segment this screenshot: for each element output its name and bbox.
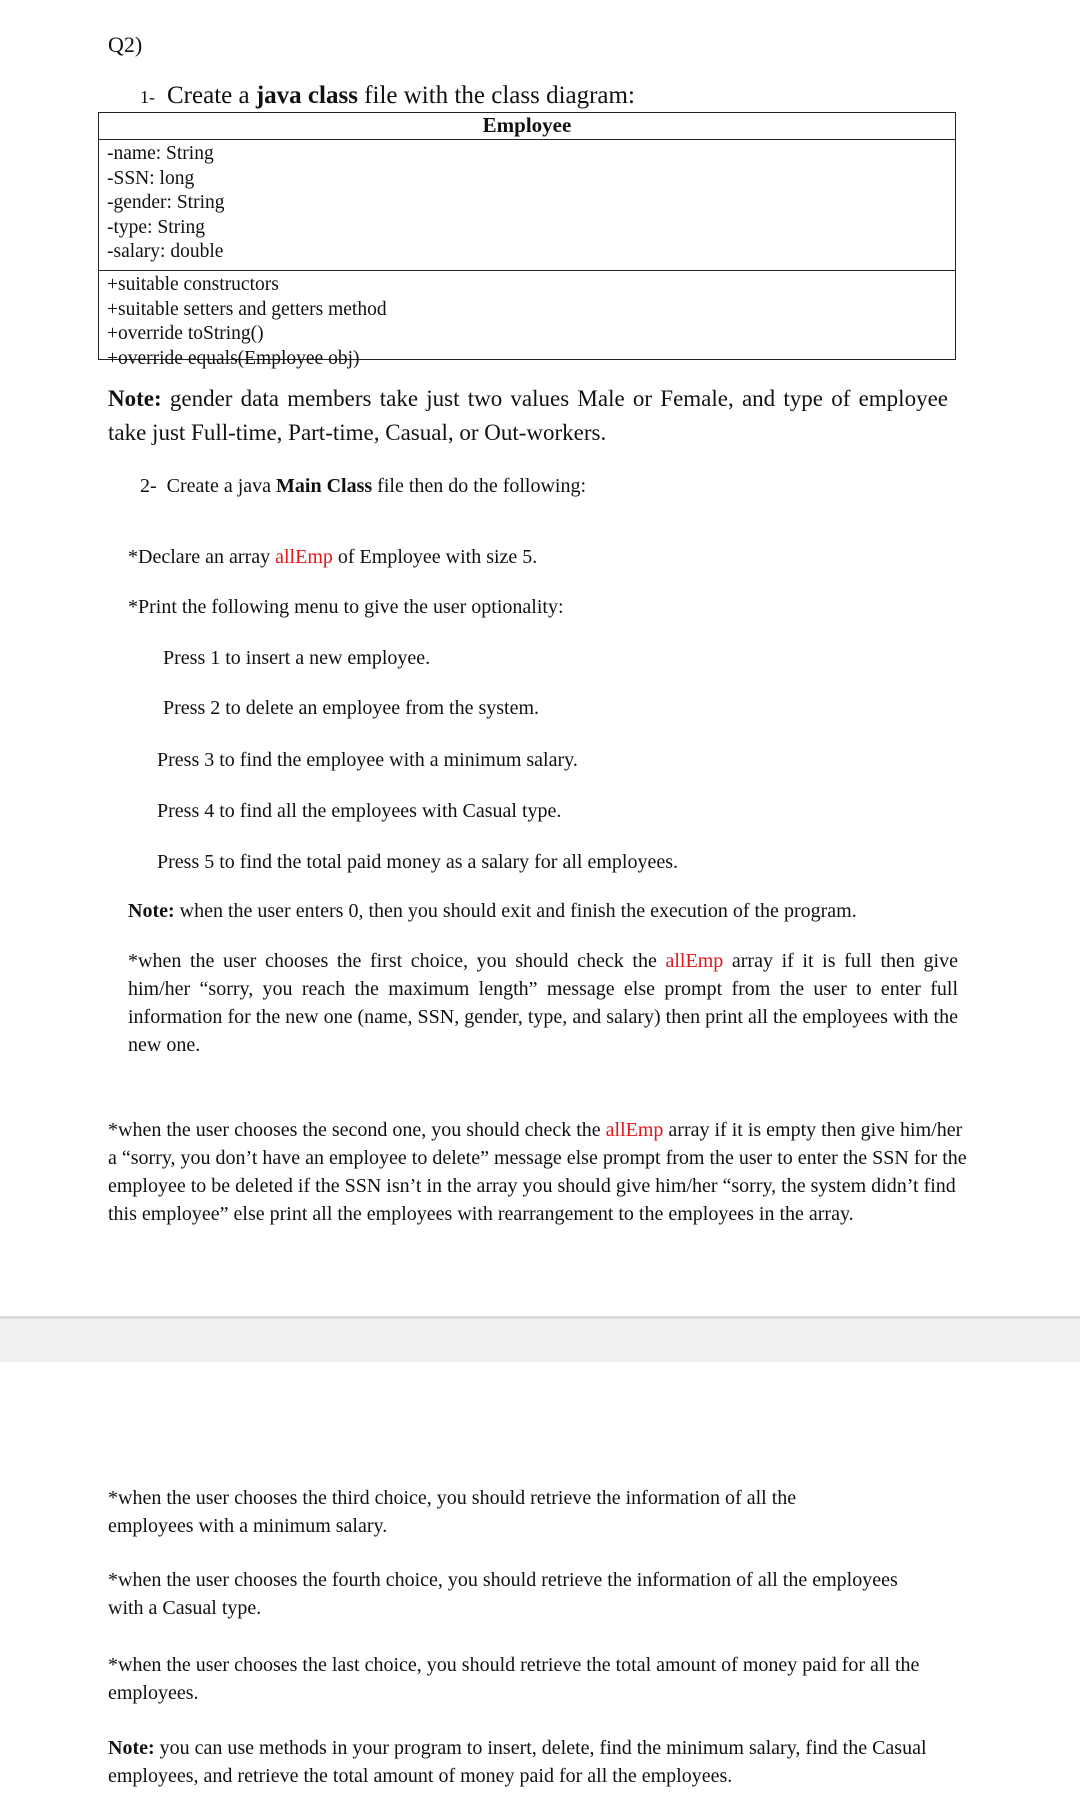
uml-method: +suitable setters and getters method bbox=[107, 298, 387, 320]
step-2-text-post: file then do the following: bbox=[372, 475, 587, 497]
uml-attribute: -salary: double bbox=[107, 241, 224, 263]
step-2-number: 2- bbox=[140, 475, 157, 497]
menu-item: Press 3 to find the employee with a minimum salary. bbox=[157, 749, 578, 771]
step-1-number: 1- bbox=[140, 87, 155, 107]
paragraph-text: array if it is empty then give him/her a “sorry, you don’t have an employee to delete” message else prompt from the user to enter the SSN for the employee to be deleted if the SSN isn’t in the array you should give him/her “sorry, the system didn’t find this employee” else print all the employees with rearrangement to the employees in the array. bbox=[108, 1119, 967, 1225]
declare-pre: *Declare an array bbox=[128, 546, 276, 568]
array-name: allEmp bbox=[665, 950, 724, 972]
uml-attribute: -gender: String bbox=[107, 192, 225, 214]
uml-method: +override equals(Employee obj) bbox=[107, 347, 360, 369]
fourth-choice-paragraph: *when the user chooses the fourth choice, you should retrieve the information of all the employees with a Casual type. bbox=[108, 1569, 898, 1619]
step-2-text-pre: Create a java bbox=[166, 475, 277, 497]
step-2-text-bold: Main Class bbox=[276, 475, 373, 497]
declare-array-line bbox=[128, 543, 537, 571]
uml-class-name: Employee bbox=[99, 113, 955, 140]
note-text: when the user enters 0, then you should exit and finish the execution of the program. bbox=[174, 900, 857, 922]
third-choice-paragraph: *when the user chooses the third choice, you should retrieve the information of all the employees with a minimum salary. bbox=[108, 1487, 797, 1537]
uml-attribute: -name: String bbox=[107, 143, 214, 164]
menu-item: Press 4 to find all the employees with Casual type. bbox=[157, 800, 562, 822]
question-heading: Q2) bbox=[108, 32, 143, 57]
note-gender-type bbox=[108, 382, 948, 450]
step-1 bbox=[140, 82, 635, 110]
page-divider bbox=[0, 1316, 1080, 1362]
note-label: Note: bbox=[108, 1737, 155, 1759]
fifth-choice-paragraph: *when the user chooses the last choice, you should retrieve the total amount of money paid for all the employees. bbox=[108, 1654, 920, 1704]
step-1-text-pre: Create a bbox=[167, 82, 256, 109]
print-menu-line: *Print the following menu to give the user optionality: bbox=[128, 596, 564, 618]
paragraph-text: array if it is full then give him/her “sorry, you reach the maximum length” message else prompt from the user to enter full information for the new one (name, SSN, gender, type, and salary) then print all the employees with the new one. bbox=[128, 950, 958, 1056]
final-note bbox=[108, 1734, 948, 1790]
note-text: gender data members take just two values Male or Female, and type of employee take just Full-time, Part-time, Casual, or Out-workers. bbox=[108, 386, 948, 445]
uml-methods bbox=[99, 271, 955, 371]
step-2 bbox=[140, 472, 586, 500]
paragraph-text: *when the user chooses the first choice, you should check the bbox=[128, 950, 666, 972]
declare-array-name: allEmp bbox=[275, 546, 333, 568]
menu-item: Press 1 to insert a new employee. bbox=[163, 647, 431, 669]
uml-attribute: -SSN: long bbox=[107, 167, 195, 189]
step-1-text-bold: java class bbox=[255, 82, 358, 109]
uml-class-diagram bbox=[98, 112, 956, 369]
first-choice-paragraph bbox=[128, 947, 958, 1059]
note-exit bbox=[128, 897, 857, 925]
note-label: Note: bbox=[128, 900, 175, 922]
step-1-text-post: file with the class diagram: bbox=[357, 82, 635, 109]
menu-item: Press 5 to find the total paid money as a salary for all employees. bbox=[157, 851, 678, 873]
menu-item: Press 2 to delete an employee from the system. bbox=[163, 697, 540, 719]
uml-method: +suitable constructors bbox=[107, 274, 279, 295]
uml-attributes bbox=[99, 140, 955, 271]
paragraph-text: *when the user chooses the second one, you should check the bbox=[108, 1119, 606, 1141]
second-choice-paragraph bbox=[108, 1116, 968, 1228]
note-text: you can use methods in your program to insert, delete, find the minimum salary, find the Casual employees, and retrieve the total amount of money paid for all the employees. bbox=[108, 1737, 927, 1787]
note-label: Note: bbox=[108, 386, 162, 411]
uml-attribute: -type: String bbox=[107, 216, 206, 238]
array-name: allEmp bbox=[605, 1119, 664, 1141]
uml-method: +override toString() bbox=[107, 323, 264, 345]
declare-post: of Employee with size 5. bbox=[332, 546, 538, 568]
